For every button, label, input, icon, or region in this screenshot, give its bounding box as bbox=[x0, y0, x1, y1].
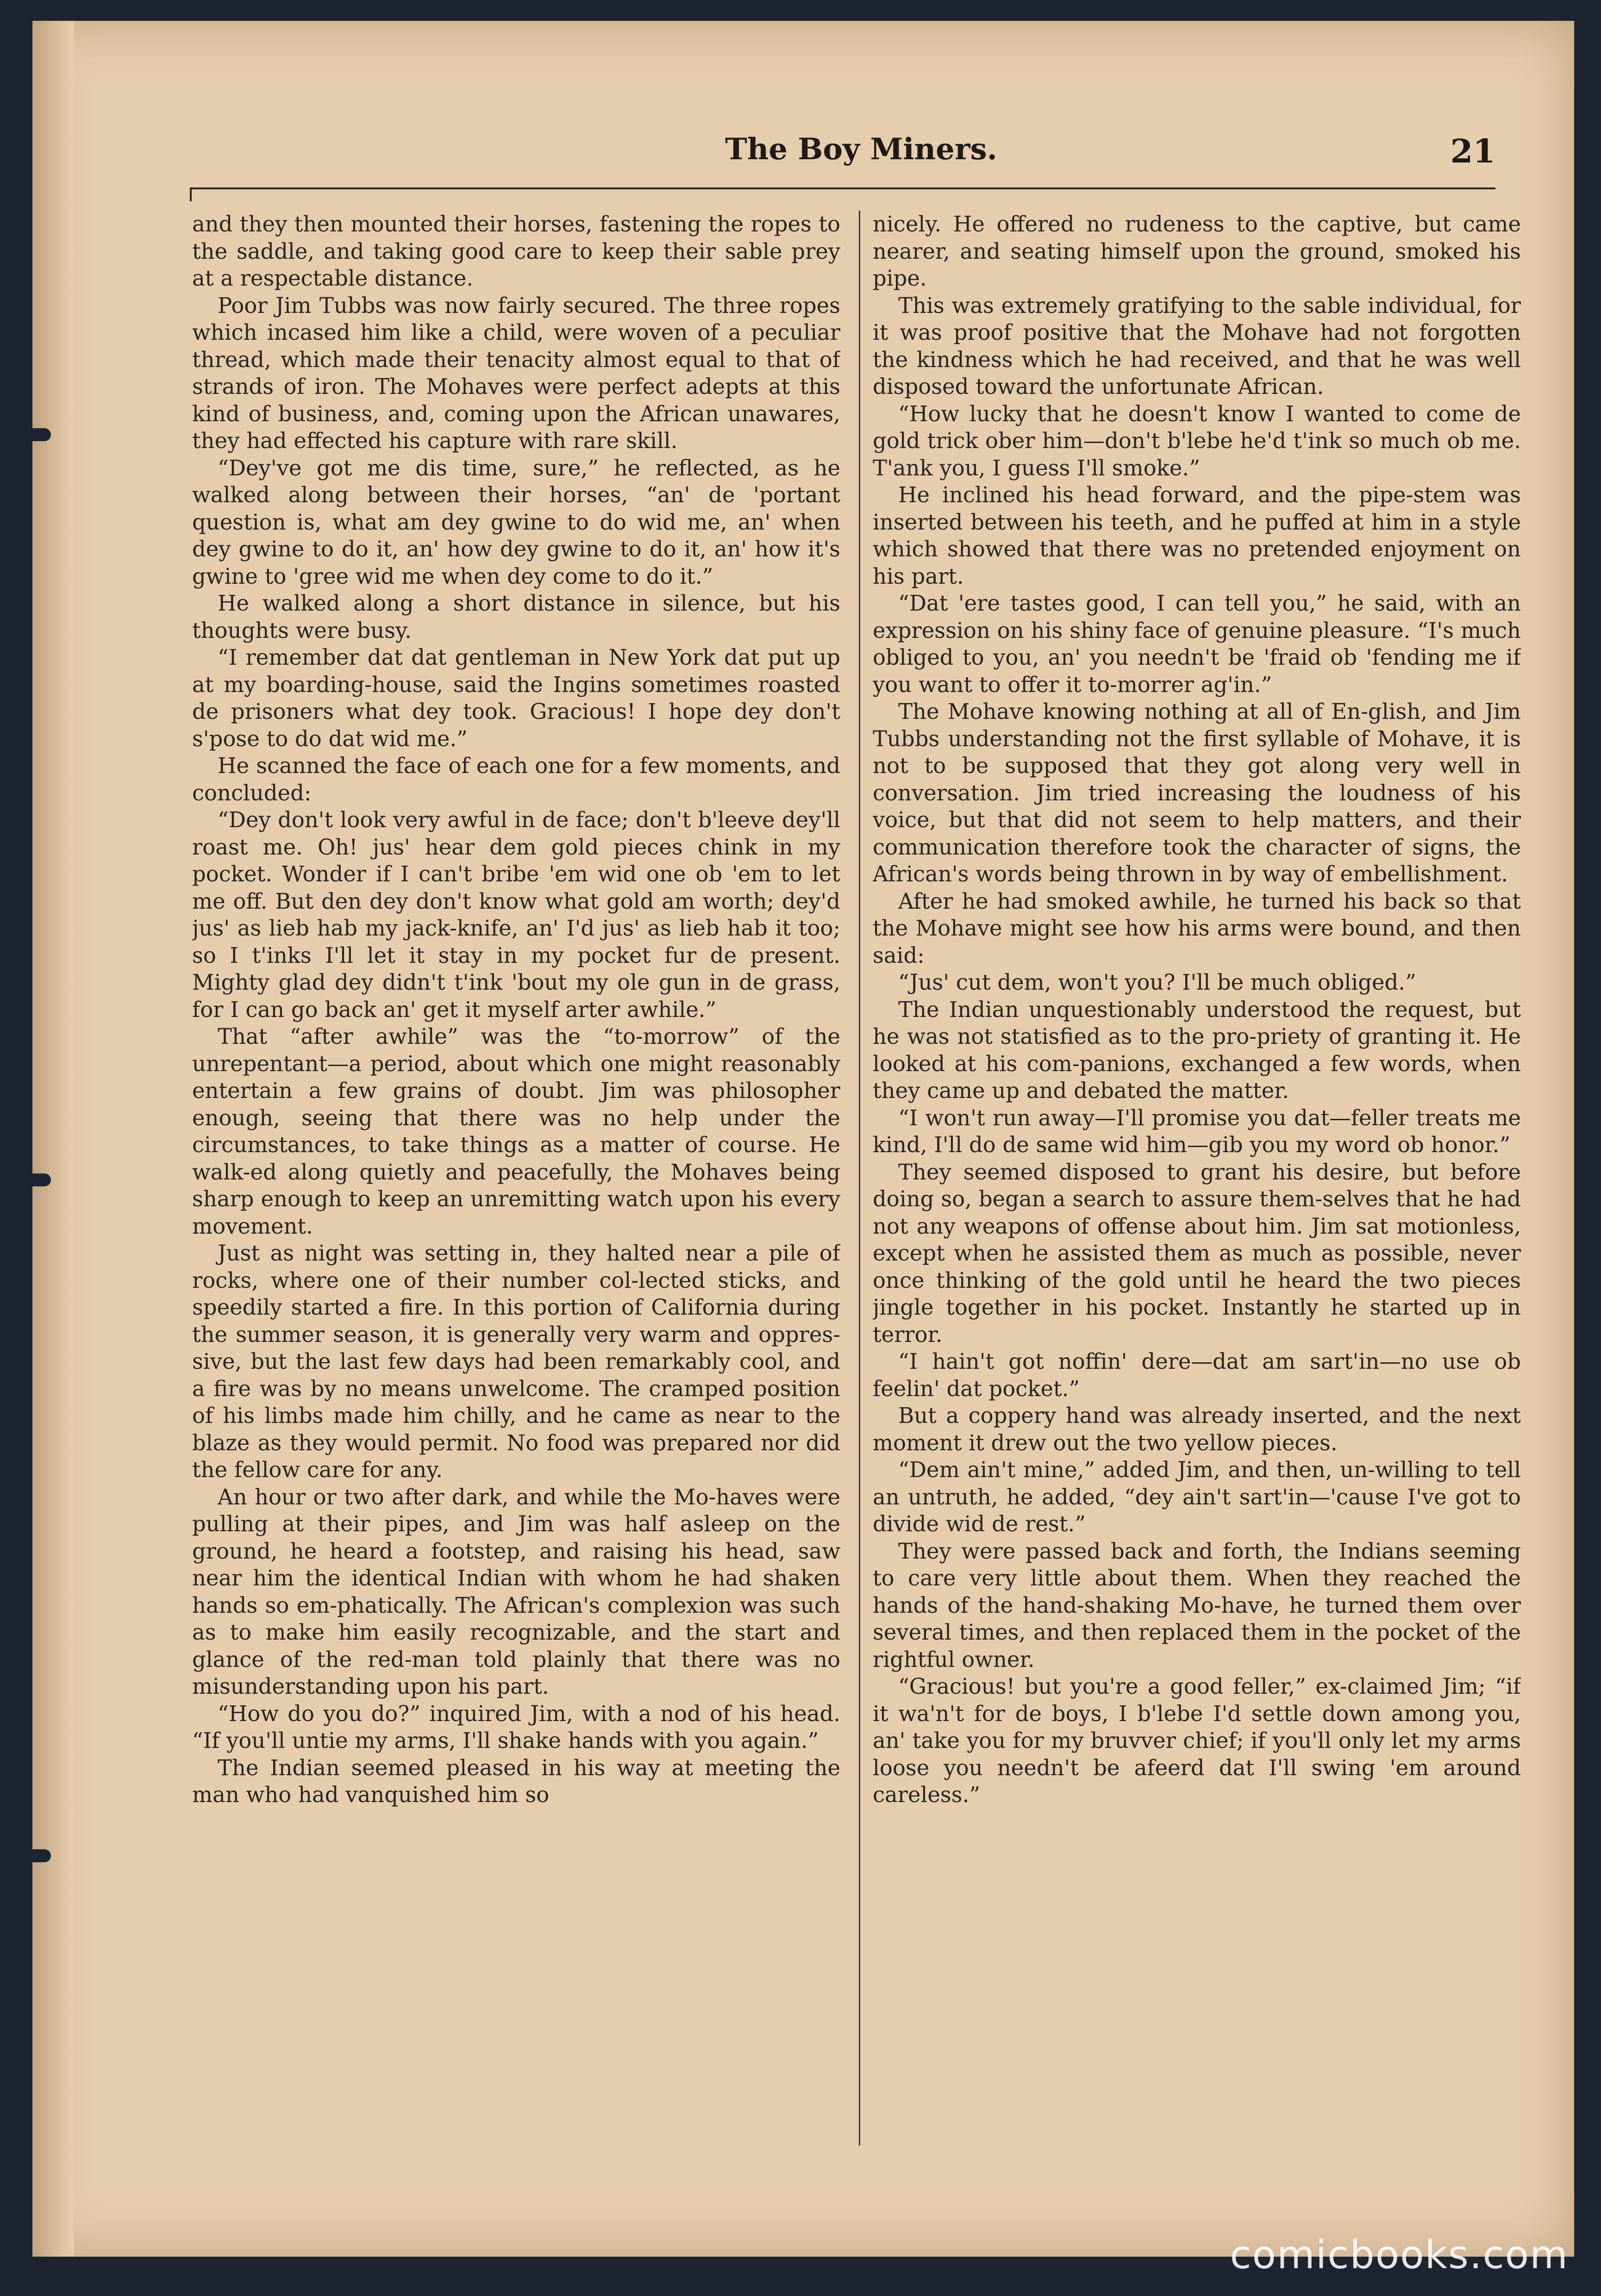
paragraph: He scanned the face of each one for a few moments, and concluded: bbox=[192, 753, 840, 805]
site-watermark: comicbooks.com bbox=[1230, 2232, 1569, 2277]
paragraph: nicely. He offered no rudeness to the captive, but came nearer, and seating himself upon the ground, smoked his pipe. bbox=[873, 212, 1521, 291]
paragraph: “I remember dat dat gentleman in New York dat put up at my boarding-house, said the Ingins sometimes roasted de prisoners what dey took. Gracious! I hope dey don't s'pose to do dat wid me.” bbox=[192, 645, 840, 751]
paragraph: This was extremely gratifying to the sable individual, for it was proof positive that the Mohave had not forgotten the kindness which he had received, and that he was well disposed toward the unfortunate African. bbox=[873, 293, 1521, 399]
paragraph: The Indian seemed pleased in his way at meeting the man who had vanquished him so bbox=[192, 1755, 840, 1807]
book-page bbox=[32, 21, 1574, 2257]
paragraph: He walked along a short distance in silence, but his thoughts were busy. bbox=[192, 591, 840, 643]
paragraph: “Gracious! but you're a good feller,” ex-claimed Jim; “if it wa'n't for de boys, I b'lebe I'd settle down among you, an' take you for my bruvver chief; if you'll only let my arms loose you needn't be afeerd dat I'll swing 'em around careless.” bbox=[873, 1674, 1521, 1807]
paragraph: “Dat 'ere tastes good, I can tell you,” he said, with an expression on his shiny face of genuine pleasure. “I's much obliged to you, an' you needn't be 'fraid ob 'fending me if you want to offer it to-morrer ag'in.” bbox=[873, 591, 1521, 697]
paragraph: “I hain't got noffin' dere—dat am sart'in—no use ob feelin' dat pocket.” bbox=[873, 1349, 1521, 1401]
paragraph: They seemed disposed to grant his desire, but before doing so, began a search to assure them-selves that he had not any weapons of offense about him. Jim sat motionless, except when he assisted them as much as possible, never once thinking of the gold until he heard the two pieces jingle together in his pocket. Instantly he started up in terror. bbox=[873, 1159, 1521, 1347]
paragraph: That “after awhile” was the “to-morrow” of the unrepentant—a period, about which one might reasonably entertain a few grains of doubt. Jim was philosopher enough, seeing that there was no help under the circumstances, to take things as a matter of course. He walk-ed along quietly and peacefully, the Mohaves being sharp enough to keep an unremitting watch upon his every movement. bbox=[192, 1024, 840, 1239]
paragraph: Poor Jim Tubbs was now fairly secured. The three ropes which incased him like a child, were woven of a peculiar thread, which made their tenacity almost equal to that of strands of iron. The Mohaves were perfect adepts at this kind of business, and, coming upon the African unawares, they had effected his capture with rare skill. bbox=[192, 293, 840, 453]
page-number: 21 bbox=[1450, 132, 1495, 170]
right-column bbox=[873, 211, 1521, 2155]
paragraph: “Dey've got me dis time, sure,” he reflected, as he walked along between their horses, “an' de 'portant question is, what am dey gwine to do wid me, an' when dey gwine to do it, an' how dey gwine to do it, an' how it's gwine to 'gree wid me when dey come to do it.” bbox=[192, 455, 840, 589]
left-column bbox=[192, 211, 840, 2155]
column-divider bbox=[859, 211, 860, 2146]
paragraph: The Mohave knowing nothing at all of En-glish, and Jim Tubbs understanding not the first syllable of Mohave, it is not to be supposed that they got along very well in conversation. Jim tried increasing the loudness of his voice, but that did not seem to help matters, and their communication therefore took the character of signs, the African's words being thrown in by way of embellishment. bbox=[873, 699, 1521, 886]
paragraph: He inclined his head forward, and the pipe-stem was inserted between his teeth, and he puffed at him in a style which showed that there was no pretended enjoyment on his part. bbox=[873, 482, 1521, 589]
paragraph: “How lucky that he doesn't know I wanted to come de gold trick ober him—don't b'lebe he'd t'ink so much ob me. T'ank you, I guess I'll smoke.” bbox=[873, 401, 1521, 480]
paragraph: After he had smoked awhile, he turned his back so that the Mohave might see how his arms were bound, and then said: bbox=[873, 888, 1521, 968]
paragraph: and they then mounted their horses, fastening the ropes to the saddle, and taking good care to keep their sable prey at a respectable distance. bbox=[192, 212, 840, 291]
binding-hole bbox=[32, 1849, 51, 1862]
paragraph: The Indian unquestionably understood the request, but he was not statisfied as to the pro-priety of granting it. He looked at his com-panions, exchanged a few words, when they came up and debated the matter. bbox=[873, 997, 1521, 1103]
paragraph: “Jus' cut dem, won't you? I'll be much obliged.” bbox=[898, 970, 1416, 995]
header-rule bbox=[190, 187, 1495, 189]
paragraph: “How do you do?” inquired Jim, with a nod of his head. “If you'll untie my arms, I'll shake hands with you again.” bbox=[192, 1701, 840, 1753]
binding-hole bbox=[32, 1173, 51, 1186]
paragraph: “Dem ain't mine,” added Jim, and then, un-willing to tell an untruth, he added, “dey ain't sart'in—'cause I've got to divide wid de rest.” bbox=[873, 1457, 1521, 1536]
binding-hole bbox=[32, 428, 51, 441]
header-rule-tick bbox=[190, 187, 192, 201]
running-title: The Boy Miners. bbox=[725, 132, 997, 167]
paragraph: “Dey don't look very awful in de face; don't b'leeve dey'll roast me. Oh! jus' hear dem gold pieces chink in my pocket. Wonder if I can't bribe 'em wid one ob 'em to let me off. But den dey don't know what gold am worth; dey'd jus' as lieb hab my jack-knife, an' I'd jus' as lieb hab it too; so I t'inks I'll let it stay in my pocket fur de present. Mighty glad dey didn't t'ink 'bout my ole gun in de grass, for I can go back an' get it myself arter awhile.” bbox=[192, 807, 840, 1022]
paragraph: But a coppery hand was already inserted, and the next moment it drew out the two yellow pieces. bbox=[873, 1403, 1521, 1455]
paragraph: Just as night was setting in, they halted near a pile of rocks, where one of their number col-lected sticks, and speedily started a fire. In this portion of California during the summer season, it is generally very warm and oppres-sive, but the last few days had been remarkably cool, and a fire was by no means unwelcome. The cramped position of his limbs made him chilly, and he came as near to the blaze as they would permit. No food was prepared nor did the fellow care for any. bbox=[192, 1241, 840, 1482]
page-header bbox=[227, 132, 1495, 187]
paragraph: An hour or two after dark, and while the Mo-haves were pulling at their pipes, and Jim was half asleep on the ground, he heard a footstep, and raising his head, saw near him the identical Indian with whom he had shaken hands so em-phatically. The African's complexion was such as to make him easily recognizable, and the start and glance of the red-man told plainly that there was no misunderstanding upon his part. bbox=[192, 1484, 840, 1699]
paragraph: “I won't run away—I'll promise you dat—feller treats me kind, I'll do de same wid him—gib you my word ob honor.” bbox=[873, 1105, 1521, 1157]
paragraph: They were passed back and forth, the Indians seeming to care very little about them. When they reached the hands of the hand-shaking Mo-have, he turned them over several times, and then replaced them in the pocket of the rightful owner. bbox=[873, 1538, 1521, 1672]
binding-spine bbox=[32, 21, 74, 2257]
